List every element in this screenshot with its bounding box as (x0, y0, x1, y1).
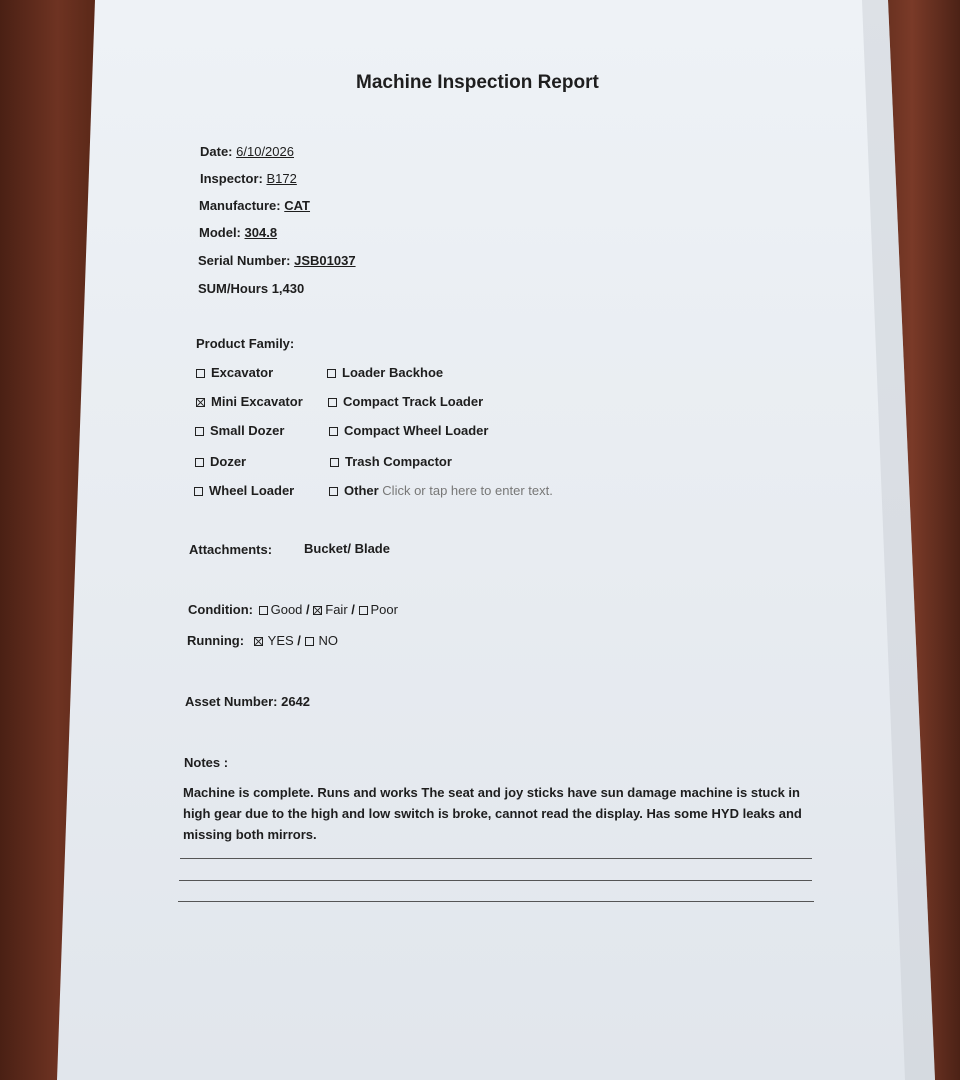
option-mini-excavator-label: Mini Excavator (211, 394, 303, 409)
checkbox-condition-good[interactable] (259, 606, 268, 615)
option-dozer-label: Dozer (210, 454, 247, 469)
asset-row (185, 694, 310, 709)
other-text-placeholder[interactable]: Click or tap here to enter text. (382, 483, 553, 498)
option-mini-excavator (196, 394, 303, 409)
checkbox-loader-backhoe[interactable] (327, 369, 336, 378)
notes-line-3 (178, 901, 814, 902)
field-inspector (200, 171, 297, 186)
field-date-label: Date: (200, 144, 233, 159)
condition-poor-label: Poor (370, 602, 398, 617)
running-yes-label: YES (267, 633, 294, 648)
field-serial (198, 253, 356, 268)
option-excavator (196, 365, 273, 380)
option-compact-track-loader-label: Compact Track Loader (343, 394, 484, 409)
field-inspector-value: B172 (266, 171, 297, 186)
option-trash-compactor-label: Trash Compactor (345, 454, 452, 469)
option-small-dozer (195, 423, 284, 438)
field-hours-value: 1,430 (271, 281, 305, 296)
option-other-label: Other (344, 483, 379, 498)
option-loader-backhoe (327, 365, 443, 380)
checkbox-compact-track-loader[interactable] (328, 398, 337, 407)
report-title: Machine Inspection Report (356, 72, 599, 93)
option-wheel-loader-label: Wheel Loader (209, 483, 295, 498)
field-model-label: Model: (199, 225, 241, 240)
field-hours (198, 281, 304, 296)
option-compact-track-loader (328, 394, 483, 409)
condition-good-label: Good (270, 602, 303, 617)
field-manufacture (199, 198, 310, 213)
condition-label: Condition: (188, 602, 253, 617)
option-compact-wheel-loader-label: Compact Wheel Loader (344, 423, 489, 438)
notes-line-1 (180, 858, 812, 859)
condition-fair-label: Fair (325, 602, 348, 617)
field-model-value: 304.8 (244, 225, 278, 240)
option-dozer (195, 454, 246, 469)
option-other (329, 483, 553, 498)
field-date (200, 144, 294, 159)
notes-line-2 (179, 880, 812, 881)
option-loader-backhoe-label: Loader Backhoe (342, 365, 444, 380)
checkbox-other[interactable] (329, 487, 338, 496)
field-inspector-label: Inspector: (200, 171, 263, 186)
running-label: Running: (187, 633, 245, 648)
condition-row: Condition: Good / Fair / Poor (188, 602, 398, 617)
checkbox-excavator[interactable] (196, 369, 205, 378)
checkbox-running-yes[interactable] (254, 637, 263, 646)
field-manufacture-label: Manufacture: (199, 198, 281, 213)
option-trash-compactor (330, 454, 452, 469)
checkbox-condition-fair[interactable] (313, 606, 322, 615)
asset-label: Asset Number: (185, 694, 278, 709)
option-excavator-label: Excavator (211, 365, 274, 380)
running-row: Running: YES / NO (187, 633, 339, 648)
checkbox-condition-poor[interactable] (359, 606, 368, 615)
notes-text: Machine is complete. Runs and works The seat and joy sticks have sun damage machine is stuck in high gear due to the high and low switch is broke, cannot read the display. Has some HYD leaks and missing both mirrors. (183, 785, 802, 842)
checkbox-dozer[interactable] (195, 458, 204, 467)
field-date-value: 6/10/2026 (236, 144, 294, 159)
checkbox-wheel-loader[interactable] (194, 487, 203, 496)
field-model (199, 225, 277, 240)
running-no-label: NO (318, 633, 339, 648)
notes-label: Notes : (184, 755, 229, 770)
asset-value: 2642 (281, 694, 311, 709)
option-small-dozer-label: Small Dozer (210, 423, 285, 438)
attachments-label: Attachments: (189, 542, 273, 557)
attachments-value: Bucket/ Blade (304, 541, 390, 556)
checkbox-small-dozer[interactable] (195, 427, 204, 436)
option-wheel-loader (194, 483, 294, 498)
field-serial-value: JSB01037 (294, 253, 356, 268)
checkbox-mini-excavator[interactable] (196, 398, 205, 407)
field-manufacture-value: CAT (284, 198, 311, 213)
option-compact-wheel-loader (329, 423, 488, 438)
checkbox-compact-wheel-loader[interactable] (329, 427, 338, 436)
checkbox-trash-compactor[interactable] (330, 458, 339, 467)
field-hours-label: SUM/Hours (198, 281, 269, 296)
field-serial-label: Serial Number: (198, 253, 291, 268)
product-family-label: Product Family: (196, 336, 295, 351)
checkbox-running-no[interactable] (305, 637, 314, 646)
